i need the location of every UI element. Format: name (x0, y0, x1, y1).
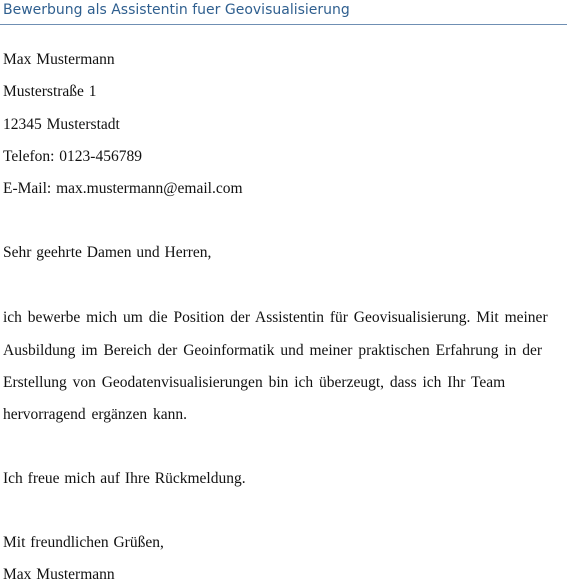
sender-phone: Telefon: 0123-456789 (3, 148, 142, 165)
letter-body-line: hervorragend ergänzen kann. (3, 406, 188, 423)
sender-city: 12345 Musterstadt (3, 116, 120, 133)
letter-closing-sentence: Ich freue mich auf Ihre Rückmeldung. (3, 470, 246, 487)
letter-body-line: Erstellung von Geodatenvisualisierungen bin ich überzeugt, dass ich Ihr Team (3, 374, 506, 391)
letter-regards: Mit freundlichen Grüßen, (3, 534, 164, 551)
letter-body-line: Ausbildung im Bereich der Geoinformatik und meiner praktischen Erfahrung in der (3, 342, 543, 359)
document-title: Bewerbung als Assistentin fuer Geovisualisierung (3, 2, 350, 18)
letter-signature: Max Mustermann (3, 566, 115, 583)
sender-name: Max Mustermann (3, 51, 115, 68)
sender-email: E-Mail: max.mustermann@email.com (3, 180, 243, 197)
letter-body-line: ich bewerbe mich um die Position der Assistentin für Geovisualisierung. Mit meiner (3, 309, 548, 326)
letter-salutation: Sehr geehrte Damen und Herren, (3, 244, 212, 261)
sender-street: Musterstraße 1 (3, 83, 97, 100)
title-divider (0, 24, 567, 25)
